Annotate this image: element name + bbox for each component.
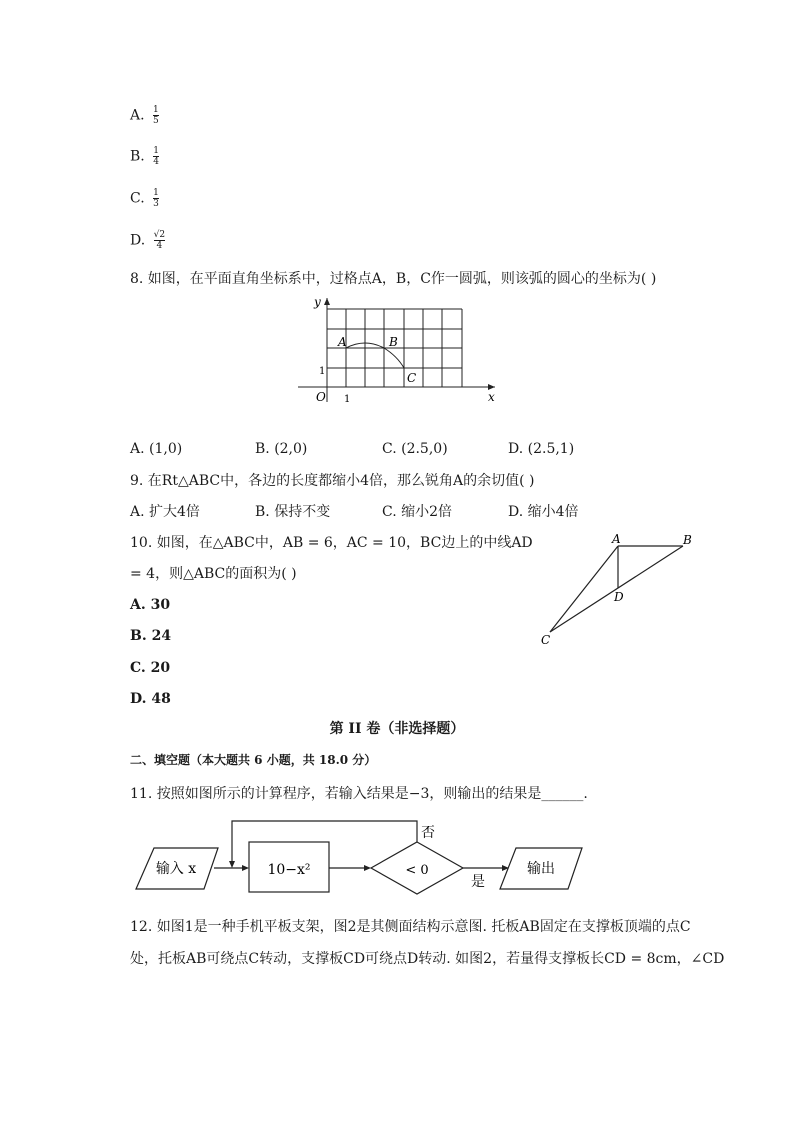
point-a-label: A [338, 335, 347, 349]
fraction: $\frac{√2}{4}$ [153, 230, 166, 251]
q11-flowchart [130, 815, 590, 895]
q8-coordinate-figure [290, 294, 505, 404]
vertex-b-label: B [683, 533, 692, 547]
yes-label: 是 [471, 874, 485, 890]
point-c-label: C [407, 371, 417, 385]
arrow-head [229, 861, 235, 868]
q9-option-d: D. 缩小4倍 [508, 504, 579, 520]
section-subtitle: 二、填空题（本大题共 6 小题，共 18.0 分） [130, 753, 377, 767]
q9-option-b: B. 保持不变 [255, 504, 331, 520]
q11-stem: 11. 按照如图所示的计算程序，若输入结果是−3，则输出的结果是______. [130, 786, 588, 802]
q10-stem-line2: = 4，则△ABC的面积为( ) [130, 566, 297, 582]
q10-option-a: A. 30 [130, 597, 171, 613]
origin-label: O [316, 390, 326, 404]
q8-option-d: D. (2.5,1) [508, 441, 575, 457]
q9-stem: 9. 在Rt△ABC中，各边的长度都缩小4倍，那么锐角A的余切值( ) [130, 473, 535, 489]
y-axis-label: y [314, 295, 321, 309]
arrow-head [242, 865, 249, 871]
fraction: $\frac{1}{3}$ [153, 188, 159, 209]
q8-stem: 8. 如图，在平面直角坐标系中，过格点A，B，C作一圆弧，则该弧的圆心的坐标为( ) [130, 271, 657, 287]
q10-option-b: B. 24 [130, 628, 172, 644]
condition-label: < 0 [405, 863, 429, 878]
fraction: $\frac{1}{4}$ [153, 146, 159, 167]
q7-option-c: C. $\frac{1}{3}$ [130, 188, 159, 209]
y-axis-arrow [324, 298, 330, 305]
q8-option-c: C. (2.5,0) [382, 441, 448, 457]
x-axis-label: x [488, 390, 495, 404]
x-tick-label: 1 [344, 394, 351, 404]
y-tick-label: 1 [319, 366, 326, 377]
vertex-c-label: C [541, 633, 551, 647]
q7-option-a: A. $\frac{1}{5}$ [130, 105, 159, 126]
q8-option-a: A. (1,0) [130, 441, 183, 457]
q9-option-c: C. 缩小2倍 [382, 504, 453, 520]
q10-option-d: D. 48 [130, 691, 171, 707]
q7-option-b: B. $\frac{1}{4}$ [130, 146, 159, 167]
output-label: 输出 [527, 861, 555, 877]
point-d-label: D [614, 590, 624, 604]
q7-option-d: D. $\frac{√2}{4}$ [130, 230, 166, 251]
q12-line1: 12. 如图1是一种手机平板支架，图2是其侧面结构示意图. 托板AB固定在支撑板顶端的点C [130, 919, 691, 935]
q10-option-c: C. 20 [130, 660, 171, 676]
input-label: 输入 x [155, 861, 197, 877]
fraction: $\frac{1}{5}$ [153, 105, 159, 126]
no-label: 否 [421, 825, 435, 841]
q12-line2: 处，托板AB可绕点C转动，支撑板CD可绕点D转动. 如图2，若量得支撑板长CD = 8cm，∠CD [130, 951, 725, 967]
loop-back-line [232, 821, 417, 866]
section-title: 第 II 卷（非选择题） [329, 721, 465, 737]
q10-stem-line1: 10. 如图，在△ABC中，AB = 6，AC = 10，BC边上的中线AD [130, 535, 533, 551]
q10-triangle-figure [535, 530, 700, 652]
q8-option-b: B. (2,0) [255, 441, 308, 457]
q9-option-a: A. 扩大4倍 [130, 504, 200, 520]
vertex-a-label: A [612, 532, 621, 546]
process-label: 10−x² [267, 862, 311, 878]
triangle-lines [550, 546, 683, 632]
point-b-label: B [389, 335, 398, 349]
